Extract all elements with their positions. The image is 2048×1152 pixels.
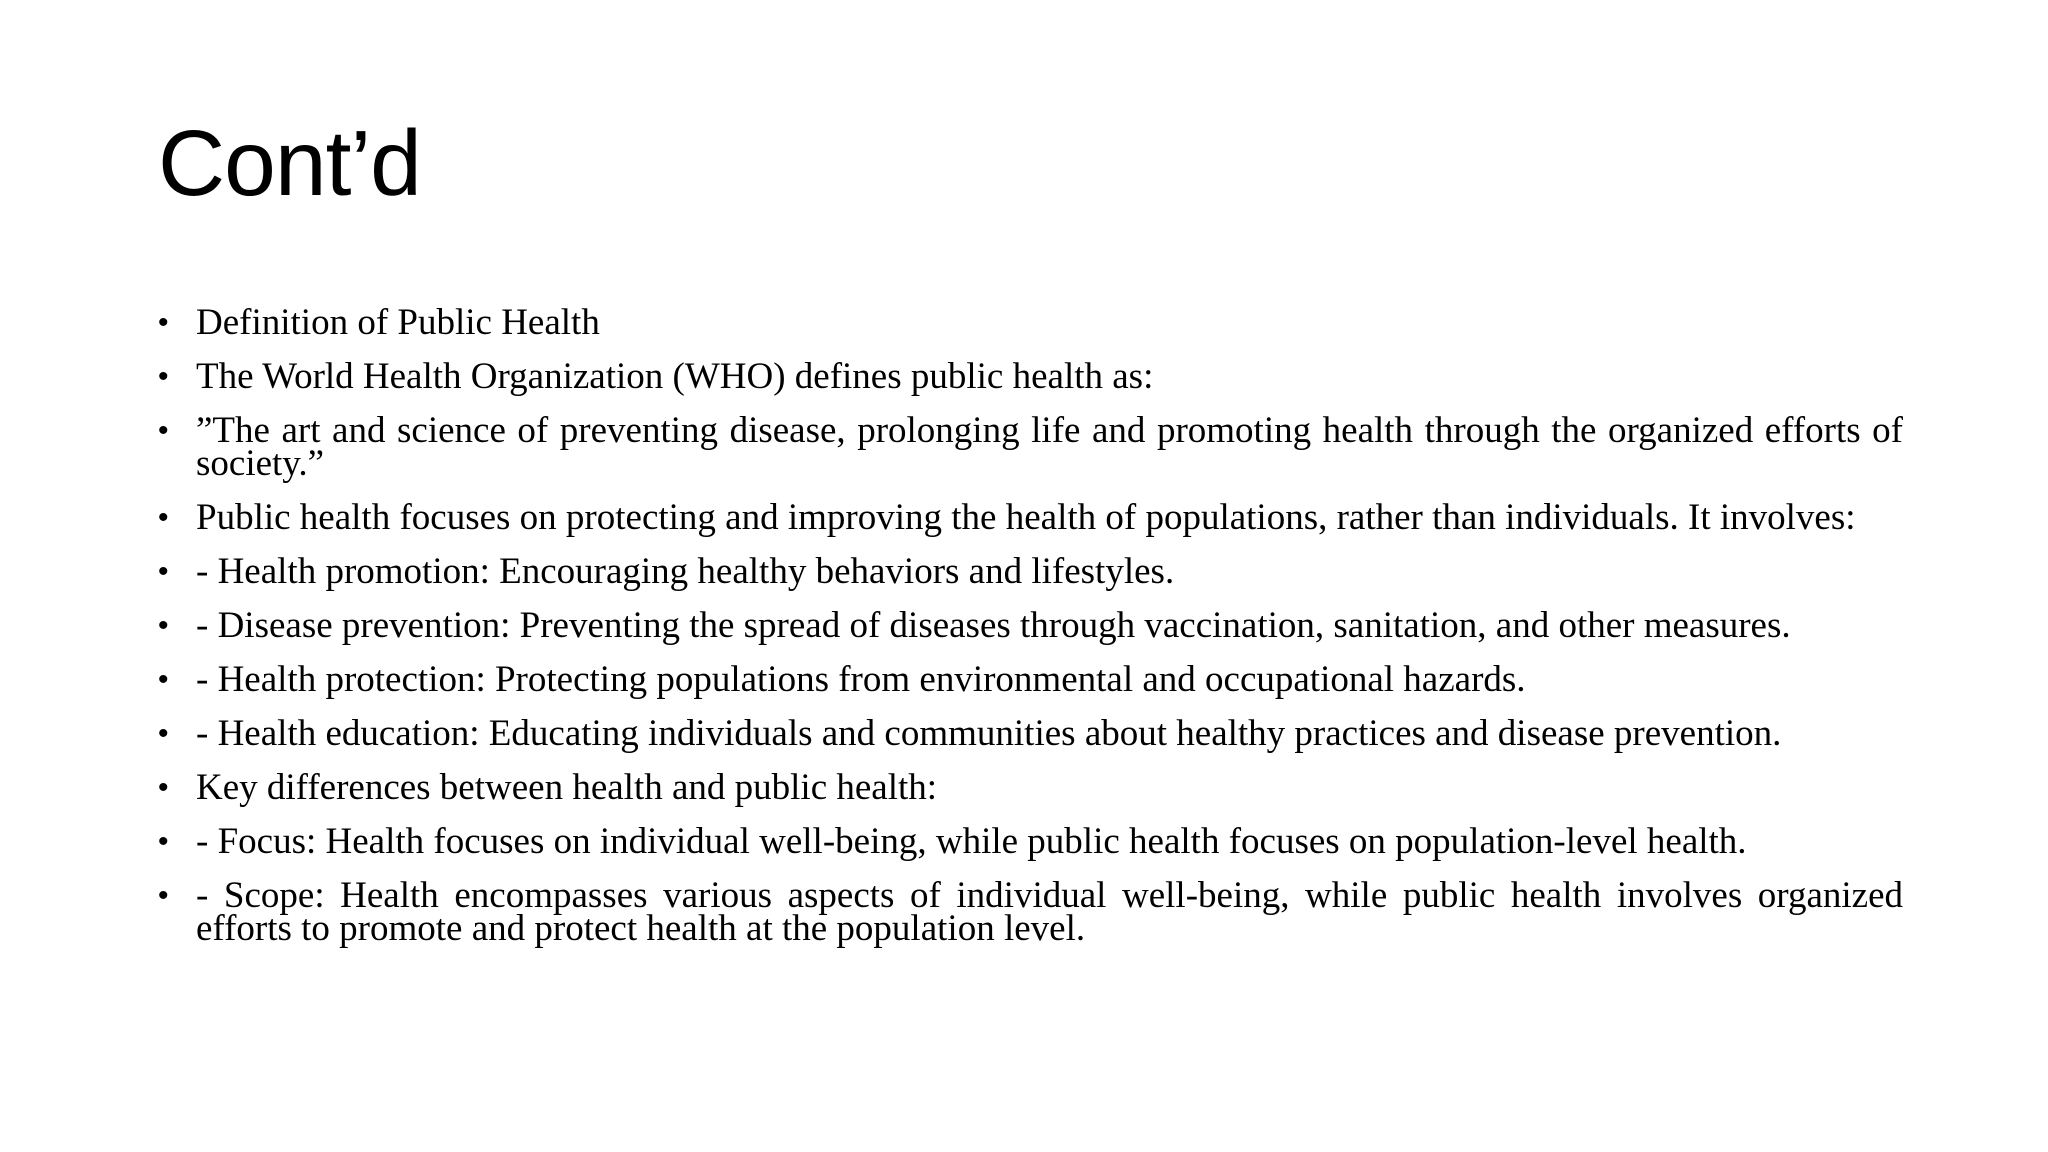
bullet-marker-icon: •: [158, 555, 169, 588]
bullet-item: [158, 551, 1903, 592]
bullet-text: - Focus: Health focuses on individual well-being, while public health focuses on population-level health.: [196, 821, 1747, 862]
bullet-text: - Health education: Educating individuals and communities about healthy practices and disease prevention.: [196, 713, 1782, 754]
bullet-text: ”The art and science of preventing disease, prolonging life and promoting health through the organized efforts of society.”: [196, 410, 1903, 484]
bullet-text: - Scope: Health encompasses various aspects of individual well-being, while public health involves organized efforts to promote and protect health at the population level.: [196, 875, 1903, 949]
bullet-marker-icon: •: [158, 306, 169, 339]
bullet-text: Key differences between health and public health:: [196, 767, 938, 808]
bullet-text: The World Health Organization (WHO) defines public health as:: [196, 356, 1154, 397]
bullet-text: - Disease prevention: Preventing the spread of diseases through vaccination, sanitation, and other measures.: [196, 605, 1791, 646]
bullet-text: - Health protection: Protecting populations from environmental and occupational hazards.: [196, 659, 1526, 700]
bullet-item: [158, 497, 1903, 538]
bullet-item: [158, 605, 1903, 646]
bullet-text: - Health promotion: Encouraging healthy behaviors and lifestyles.: [196, 551, 1175, 592]
bullet-item: [158, 302, 1903, 343]
bullet-marker-icon: •: [158, 501, 169, 534]
bullet-marker-icon: •: [158, 609, 169, 642]
bullet-marker-icon: •: [158, 414, 169, 447]
bullet-item: [158, 767, 1903, 808]
bullet-item: [158, 713, 1903, 754]
bullet-marker-icon: •: [158, 879, 169, 912]
bullet-item: [158, 356, 1903, 397]
bullet-marker-icon: •: [158, 717, 169, 750]
bullet-text: Public health focuses on protecting and improving the health of populations, rather than individuals. It involves:: [196, 497, 1856, 538]
bullet-item: [158, 821, 1903, 862]
bullet-marker-icon: •: [158, 360, 169, 393]
bullet-item: [158, 875, 1903, 949]
bullet-item: [158, 659, 1903, 700]
slide-title: Cont’d: [158, 111, 421, 215]
bullet-list: [158, 302, 1903, 966]
bullet-marker-icon: •: [158, 825, 169, 858]
bullet-marker-icon: •: [158, 663, 169, 696]
bullet-marker-icon: •: [158, 771, 169, 804]
bullet-text: Definition of Public Health: [196, 302, 600, 343]
bullet-item: [158, 410, 1903, 484]
